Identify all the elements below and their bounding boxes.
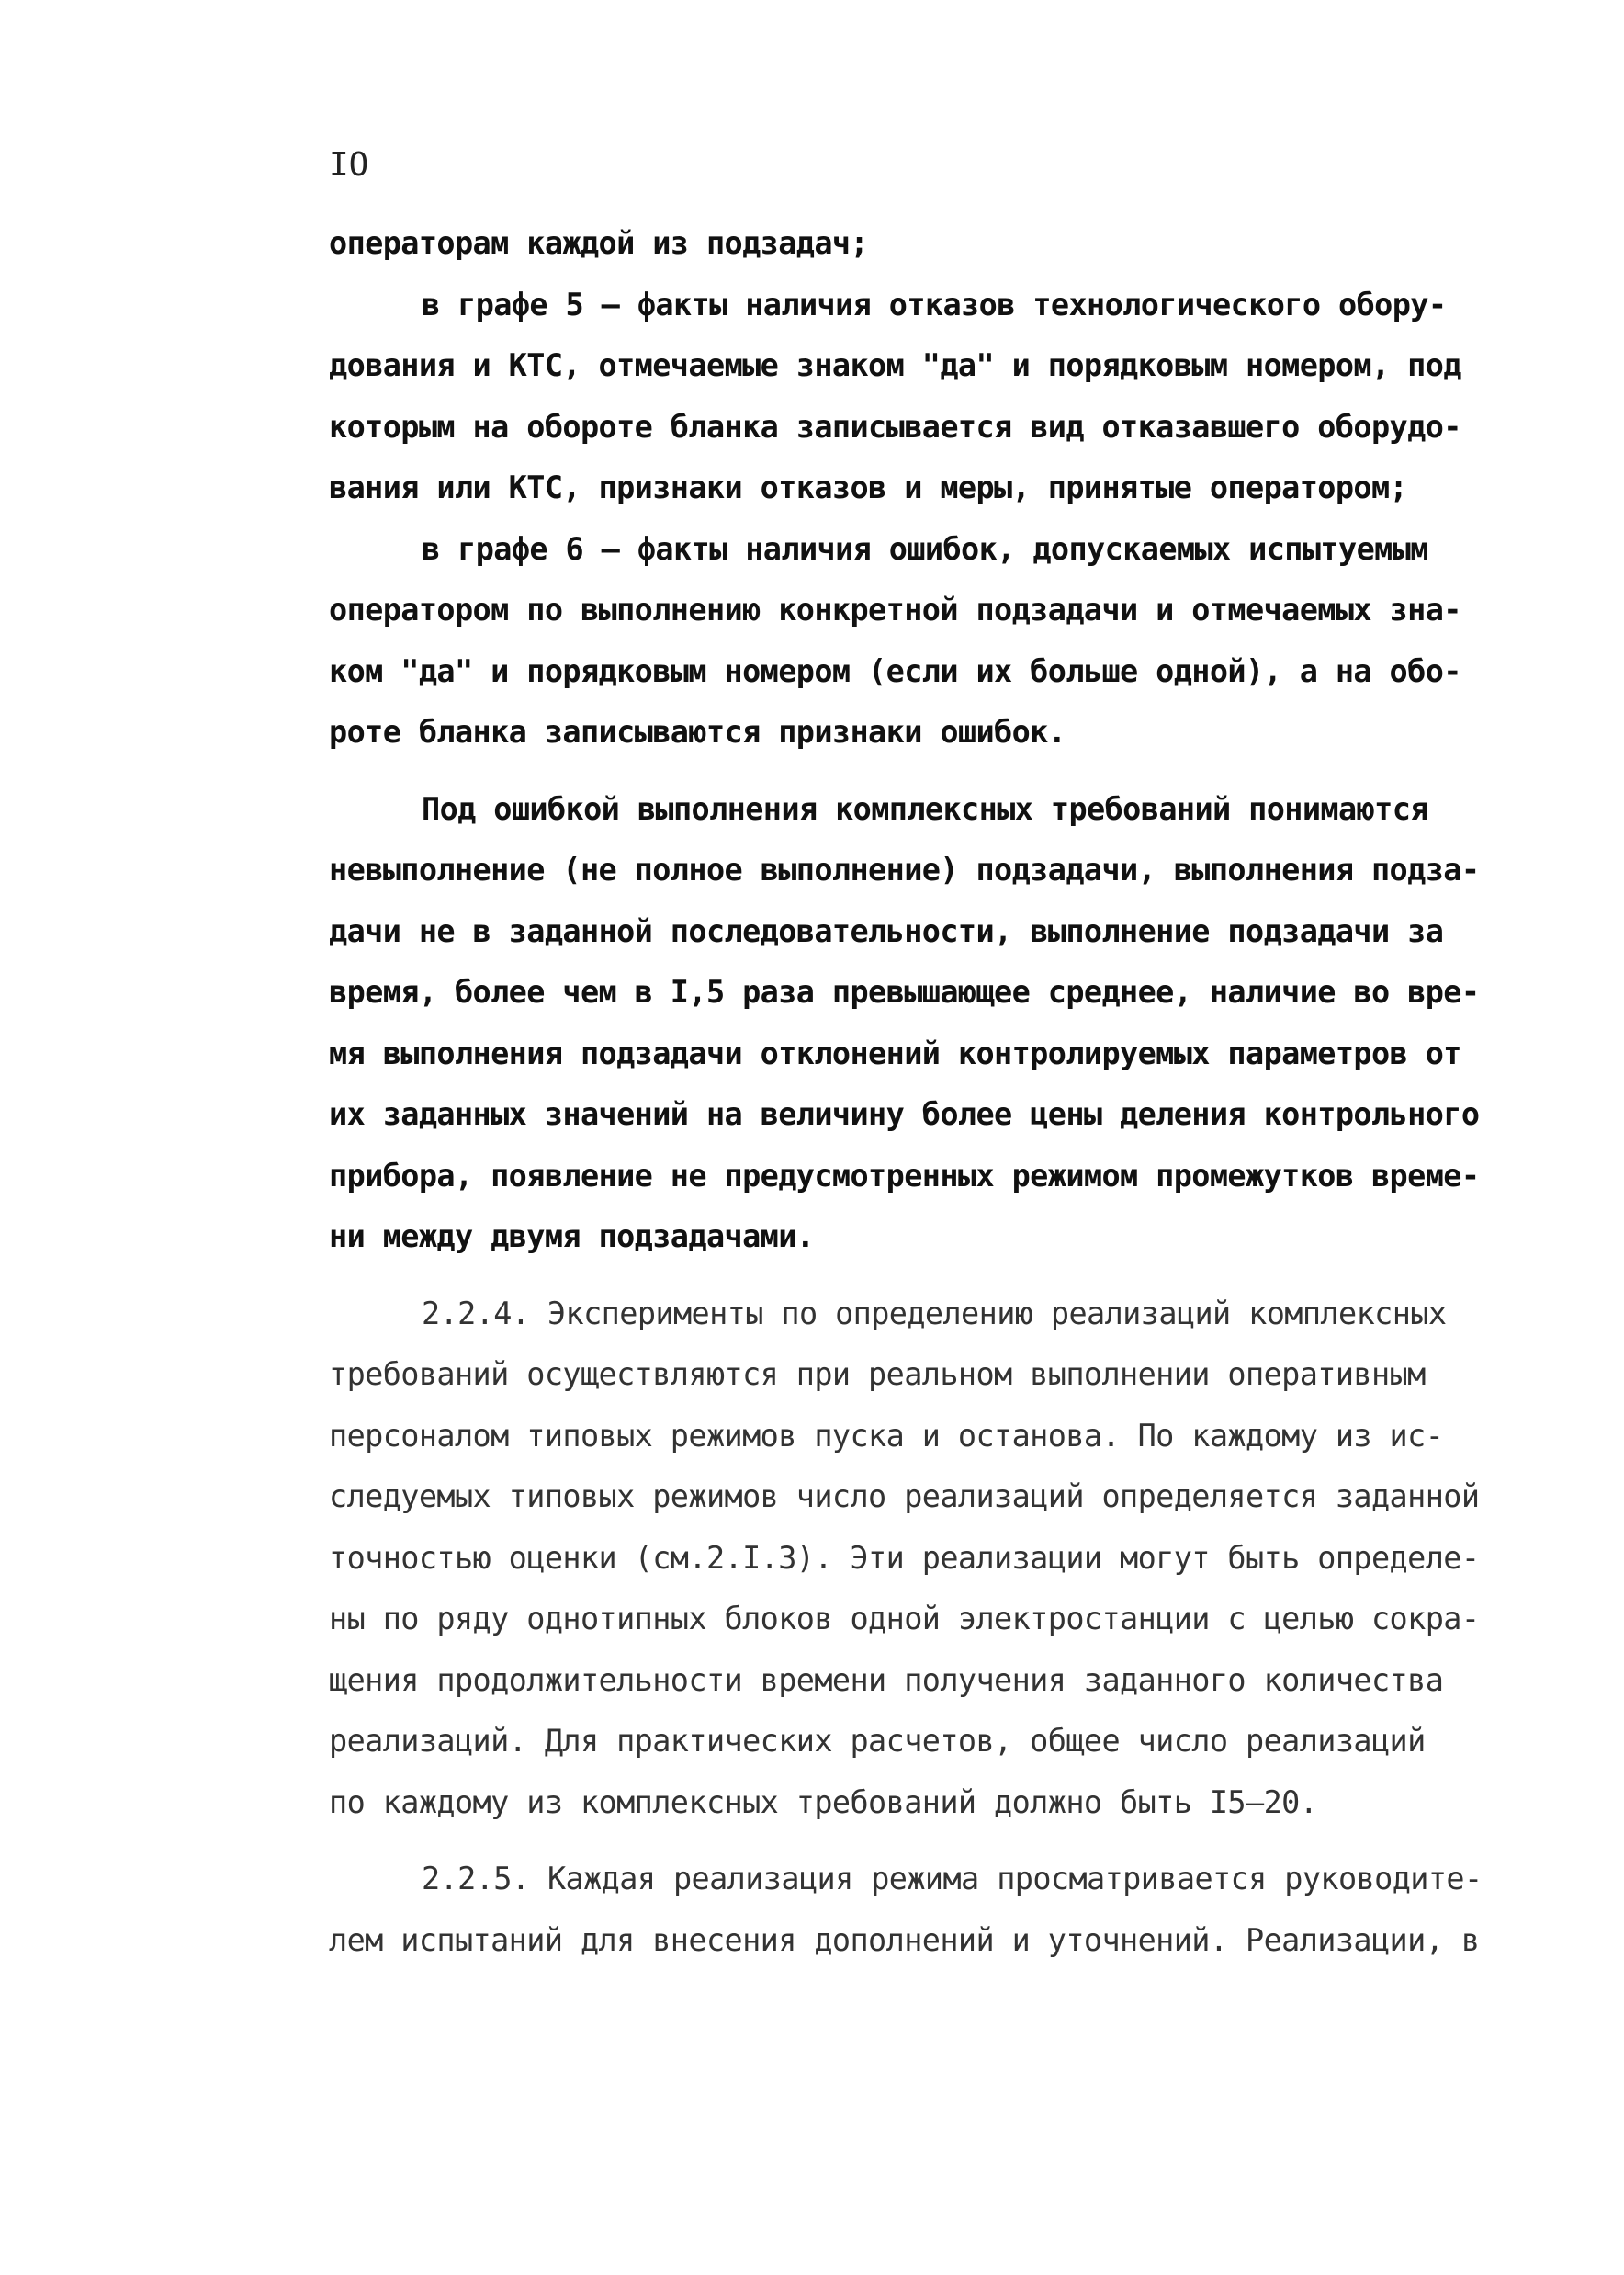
paragraph-error-definition (329, 779, 1523, 1268)
text-line: операторам каждой из подзадач; (329, 225, 869, 261)
paragraph-section-2-2-4 (329, 1284, 1523, 1834)
text-line: дования и КТС, отмечаемые знаком "да" и порядковым номером, под (329, 347, 1461, 383)
text-line: невыполнение (не полное выполнение) подзадачи, выполнения подза- (329, 852, 1480, 888)
text-line: реализаций. Для практических расчетов, общее число реализаций (329, 1723, 1426, 1759)
text-line: дачи не в заданной последовательности, выполнение подзадачи за (329, 912, 1444, 949)
text-line: по каждому из комплексных требований должно быть I5–20. (329, 1783, 1318, 1820)
text-line: ком "да" и порядковым номером (если их больше одной), а на обо- (329, 652, 1461, 689)
text-line: вания или КТС, признаки отказов и меры, принятые оператором; (329, 470, 1408, 505)
text-line: 2.2.5. Каждая реализация режима просматривается руководите- (422, 1861, 1483, 1896)
text-line: их заданных значений на величину более цены деления контрольного (329, 1096, 1480, 1132)
paragraph-gap (329, 764, 1523, 779)
paragraph-column-6 (329, 519, 1523, 764)
text-line: точностью оценки (см.2.I.3). Эти реализации могут быть определе- (329, 1539, 1480, 1576)
text-line: следуемых типовых режимов число реализаций определяется заданной (329, 1478, 1480, 1514)
text-line: 2.2.4. Эксперименты по определению реализаций комплексных (422, 1295, 1447, 1331)
text-line: Под ошибкой выполнения комплексных требований понимаются (422, 790, 1428, 827)
text-line: в графе 5 – факты наличия отказов технологического обору- (422, 286, 1447, 323)
text-line: в графе 6 – факты наличия ошибок, допускаемых испытуемым (422, 530, 1428, 567)
text-line: персоналом типовых режимов пуска и останова. По каждому из ис- (329, 1417, 1444, 1454)
paragraph-gap (329, 1268, 1523, 1284)
text-line: время, более чем в I,5 раза превышающее среднее, наличие во вре- (329, 974, 1480, 1010)
text-line: которым на обороте бланка записывается вид отказавшего оборудо- (329, 408, 1461, 445)
paragraph-column-5 (329, 275, 1523, 519)
text-line: требований осуществляются при реальном выполнении оперативным (329, 1356, 1426, 1392)
text-line: лем испытаний для внесения дополнений и уточнений. Реализации, в (329, 1921, 1480, 1958)
page-number: IO (329, 146, 369, 184)
text-line: щения продолжительности времени получения заданного количества (329, 1661, 1444, 1698)
text-line: прибора, появление не предусмотренных режимом промежутков време- (329, 1157, 1480, 1194)
text-line: оператором по выполнению конкретной подзадачи и отмечаемых зна- (329, 592, 1461, 628)
text-line: роте бланка записываются признаки ошибок. (329, 714, 1066, 750)
text-line: ни между двумя подзадачами. (329, 1218, 815, 1254)
text-line: ны по ряду однотипных блоков одной электростанции с целью сокра- (329, 1601, 1480, 1636)
paragraph-section-2-2-5 (329, 1849, 1523, 1971)
text-line: мя выполнения подзадачи отклонений контролируемых параметров от (329, 1035, 1461, 1071)
paragraph-continuation (329, 213, 1523, 275)
body-text (329, 213, 1523, 1971)
paragraph-gap (329, 1833, 1523, 1849)
